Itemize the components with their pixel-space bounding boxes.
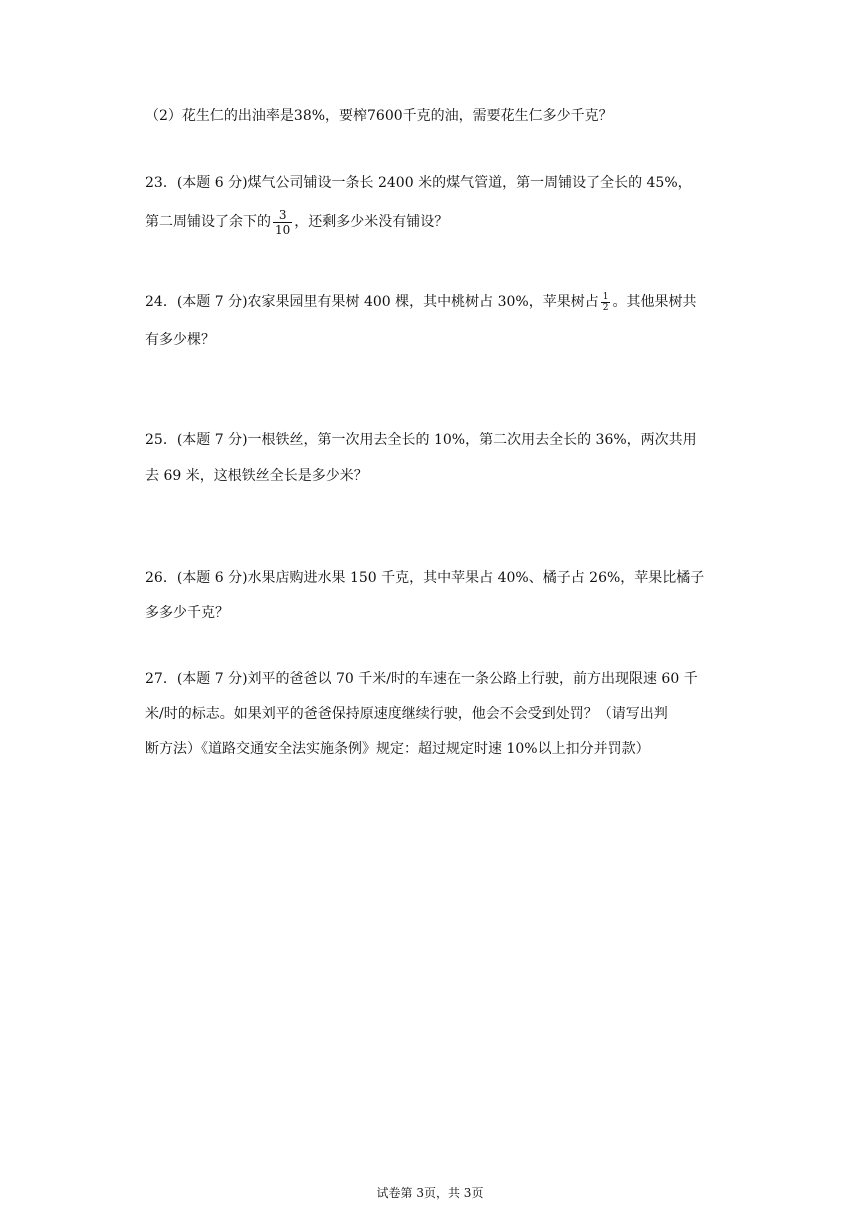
question-26-line-2: 多多少千克？ xyxy=(145,605,229,621)
fraction-numerator: 3 xyxy=(273,208,292,223)
question-24-line-1-pre: 24．(本题 7 分)农家果园里有果树 400 棵，其中桃树占 30%，苹果树占 xyxy=(145,294,599,310)
question-24-line-2: 有多少棵？ xyxy=(145,332,215,348)
question-22-2-text: （2）花生仁的出油率是38%，要榨7600千克的油，需要花生仁多少千克？ xyxy=(145,108,613,124)
fraction-denominator: 2 xyxy=(602,302,609,313)
question-24-line-1-post: 。其他果树共 xyxy=(612,294,697,310)
question-26-line-1: 26．(本题 6 分)水果店购进水果 150 千克，其中苹果占 40%、橘子占 26%，苹果比橘子 xyxy=(145,570,705,586)
page-footer: 试卷第 3页，共 3页 xyxy=(376,1186,484,1200)
question-27-line-3: 断方法）《道路交通安全法实施条例》规定：超过规定时速 10%以上扣分并罚款） xyxy=(145,741,650,757)
question-24-line-1 xyxy=(145,290,696,314)
fraction-numerator: 1 xyxy=(602,291,609,302)
question-27-line-2: 米/时的标志。如果刘平的爸爸保持原速度继续行驶，他会不会受到处罚？（请写出判 xyxy=(145,706,668,722)
question-25-line-2: 去 69 米，这根铁丝全长是多少米？ xyxy=(145,468,368,484)
question-23-line-2-pre: 第二周铺设了余下的 xyxy=(145,214,271,230)
fraction-1-2 xyxy=(601,292,611,313)
question-23-line-1: 23．(本题 6 分)煤气公司铺设一条长 2400 米的煤气管道，第一周铺设了全长的 45%， xyxy=(145,175,692,191)
question-23-line-2-post: ，还剩多少米没有铺设？ xyxy=(294,214,449,230)
fraction-3-10 xyxy=(273,208,292,237)
question-27-line-1: 27．(本题 7 分)刘平的爸爸以 70 千米/时的车速在一条公路上行驶，前方出现限速 60 千 xyxy=(145,671,698,687)
question-23-line-2 xyxy=(145,206,448,238)
fraction-denominator: 10 xyxy=(275,222,291,237)
question-25-line-1: 25．(本题 7 分)一根铁丝，第一次用去全长的 10%，第二次用去全长的 36%，两次共用 xyxy=(145,432,697,448)
